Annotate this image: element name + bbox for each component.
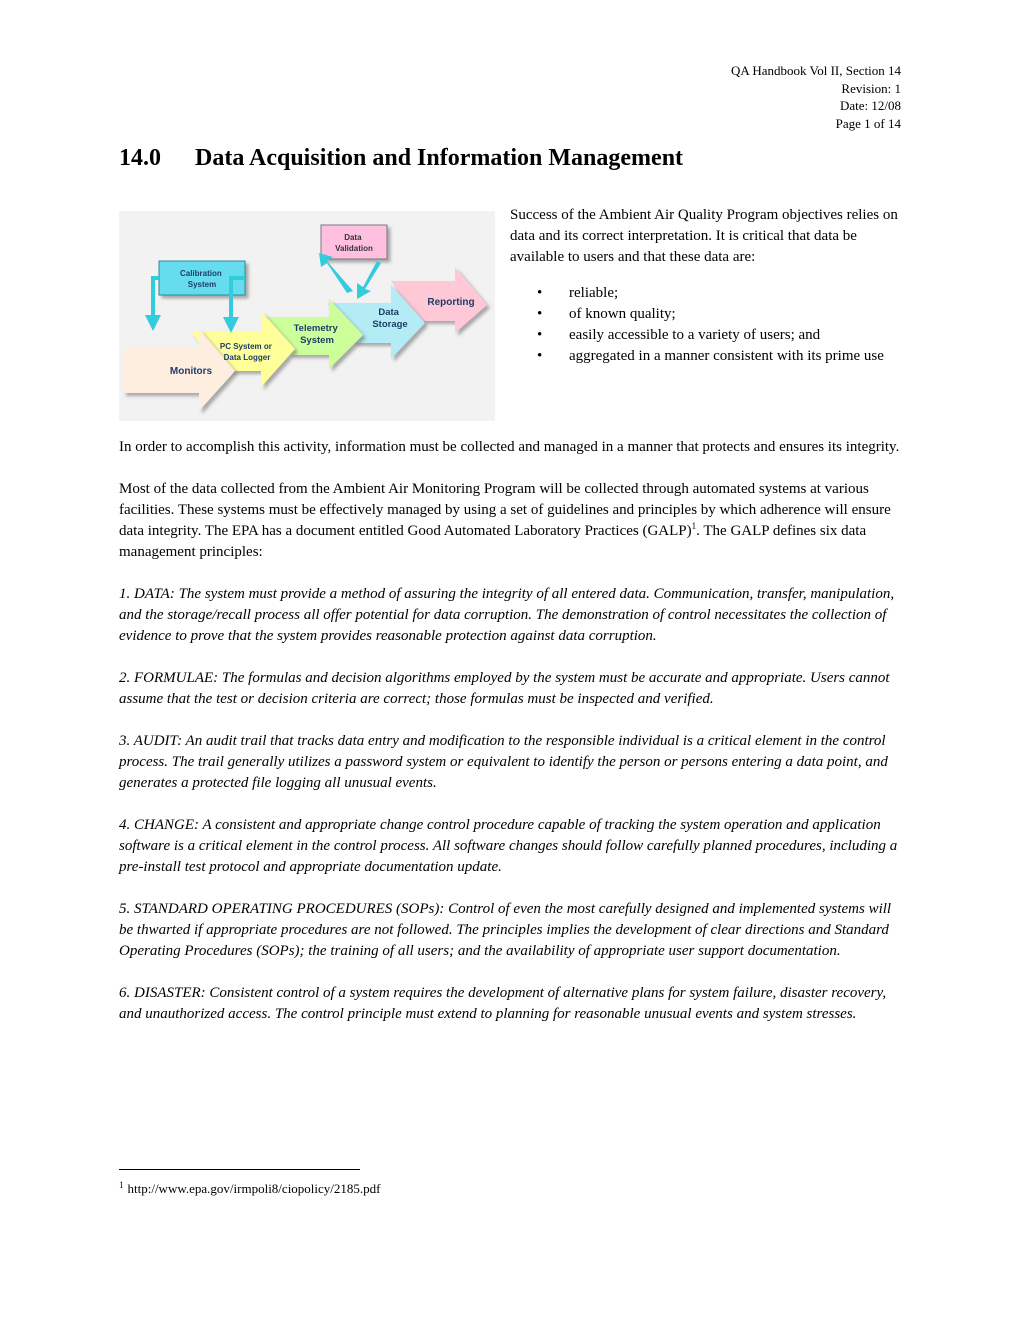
- pc-system-label-line2: Data Logger: [223, 353, 271, 362]
- bullet-dot: •: [537, 285, 543, 301]
- reporting-label-line1: Reporting: [427, 297, 475, 308]
- bullet-text: easily accessible to a variety of users; and: [569, 327, 821, 343]
- body-paragraph-integrity: In order to accomplish this activity, information must be collected and managed in a manner that protects and ensures its integrity.: [119, 439, 900, 455]
- section-number: 14.0: [119, 145, 161, 171]
- pc-system-label-line1: PC System or: [219, 342, 272, 351]
- bullet-dot: •: [537, 306, 543, 322]
- principle-audit: 3. AUDIT: An audit trail that tracks data entry and modification to the responsible individual is a critical element in the control process. The trail generally utilizes a password system or equivalent to identify the person or persons entering a data point, and generates a protected file logging all unusual events.: [119, 733, 888, 791]
- monitors-label-line1: Monitors: [169, 366, 213, 377]
- bullet-text: of known quality;: [569, 306, 676, 322]
- data-storage-label-line1: Data: [378, 307, 399, 318]
- principle-formulae: 2. FORMULAE: The formulas and decision algorithms employed by the system must be accurate and appropriate. Users cannot assume that the test or decision criteria are correct; those formulas must be inspected and verified.: [119, 670, 890, 707]
- bullet-dot: •: [537, 327, 543, 343]
- data-validation-box: [321, 225, 387, 259]
- body-text: [119, 437, 904, 1046]
- data-flow-diagram: [119, 211, 495, 421]
- section-title: [119, 145, 683, 172]
- intro-block: [510, 205, 900, 367]
- data-validation-label-line2: Validation: [335, 244, 373, 253]
- bullet-item: [510, 346, 900, 367]
- principle-data: 1. DATA: The system must provide a method of assuring the integrity of all entered data. Communication, transfer, manipulation, and the storage/recall process all offer potential for data corruption. The demonstration of control necessitates the collection of evidence to prove that the system provides reasonable protection against data corruption.: [119, 586, 895, 644]
- bullet-text: aggregated in a manner consistent with its prime use: [569, 348, 884, 364]
- header-page: Page 1 of 14: [835, 115, 901, 131]
- footnote-reference[interactable]: 1: [691, 521, 697, 531]
- section-title-text: Data Acquisition and Information Management: [195, 145, 684, 171]
- bullet-item: [510, 283, 900, 304]
- galp-text: Most of the data collected from the Ambient Air Monitoring Program will be collected through automated systems at various facilities. These systems must be effectively managed by using a set of guidelines and principles by which adherence will ensure data integrity. The EPA has a document entitled Good Automated Laboratory Practices (GALP): [119, 481, 891, 539]
- footnote-link[interactable]: http://www.epa.gov/irmpoli8/ciopolicy/2185.pdf: [127, 1181, 381, 1196]
- reporting-label: [427, 297, 474, 308]
- body-paragraph-galp: [119, 479, 904, 563]
- quality-bullet-list: [510, 283, 900, 367]
- principle-change: 4. CHANGE: A consistent and appropriate change control procedure capable of tracking the system operation and application software is a critical element in the control process. All software changes should follow carefully planned procedures, including a pre-install test protocol and appropriate documentation update.: [119, 817, 898, 875]
- header-revision: Revision: 1: [841, 80, 901, 96]
- telemetry-label-line1: Telemetry: [293, 323, 338, 334]
- bullet-item: [510, 325, 900, 346]
- header-date: Date: 12/08: [839, 98, 901, 113]
- telemetry-label-line2: System: [300, 335, 334, 346]
- principle-disaster: 6. DISASTER: Consistent control of a system requires the development of alternative plans for system failure, disaster recovery, and unauthorized access. The control principle must extend to planning for reasonable unusual events and system stresses.: [119, 985, 887, 1022]
- footnote-divider: [119, 1169, 360, 1170]
- footnote-mark: 1: [119, 1179, 124, 1190]
- calibration-system-label-line1: Calibration: [179, 269, 222, 278]
- page-header: [731, 62, 901, 132]
- bullet-dot: •: [537, 348, 543, 364]
- galp-text-end: . The GALP defines six data management principles:: [119, 523, 867, 560]
- monitors-label: [170, 366, 213, 377]
- header-handbook: QA Handbook Vol II, Section 14: [731, 63, 901, 78]
- calibration-system-label-line2: System: [187, 280, 217, 289]
- bullet-text: reliable;: [569, 285, 619, 301]
- intro-paragraph: Success of the Ambient Air Quality Program objectives relies on data and its correct interpretation. It is critical that data be available to users and that these data are:: [510, 207, 898, 265]
- data-storage-label-line2: Storage: [372, 319, 408, 330]
- bullet-item: [510, 304, 900, 325]
- telemetry-label: [294, 323, 341, 346]
- footnote: [119, 1181, 381, 1197]
- data-validation-label-line1: Data: [344, 233, 362, 242]
- principle-sops: 5. STANDARD OPERATING PROCEDURES (SOPs): Control of even the most carefully designed and implemented systems will be thwarted if appropriate procedures are not followed. The principles implies the development of clear directions and Standard Operating Procedures (SOPs); the training of all users; and the availability of appropriate user support documentation.: [119, 901, 892, 959]
